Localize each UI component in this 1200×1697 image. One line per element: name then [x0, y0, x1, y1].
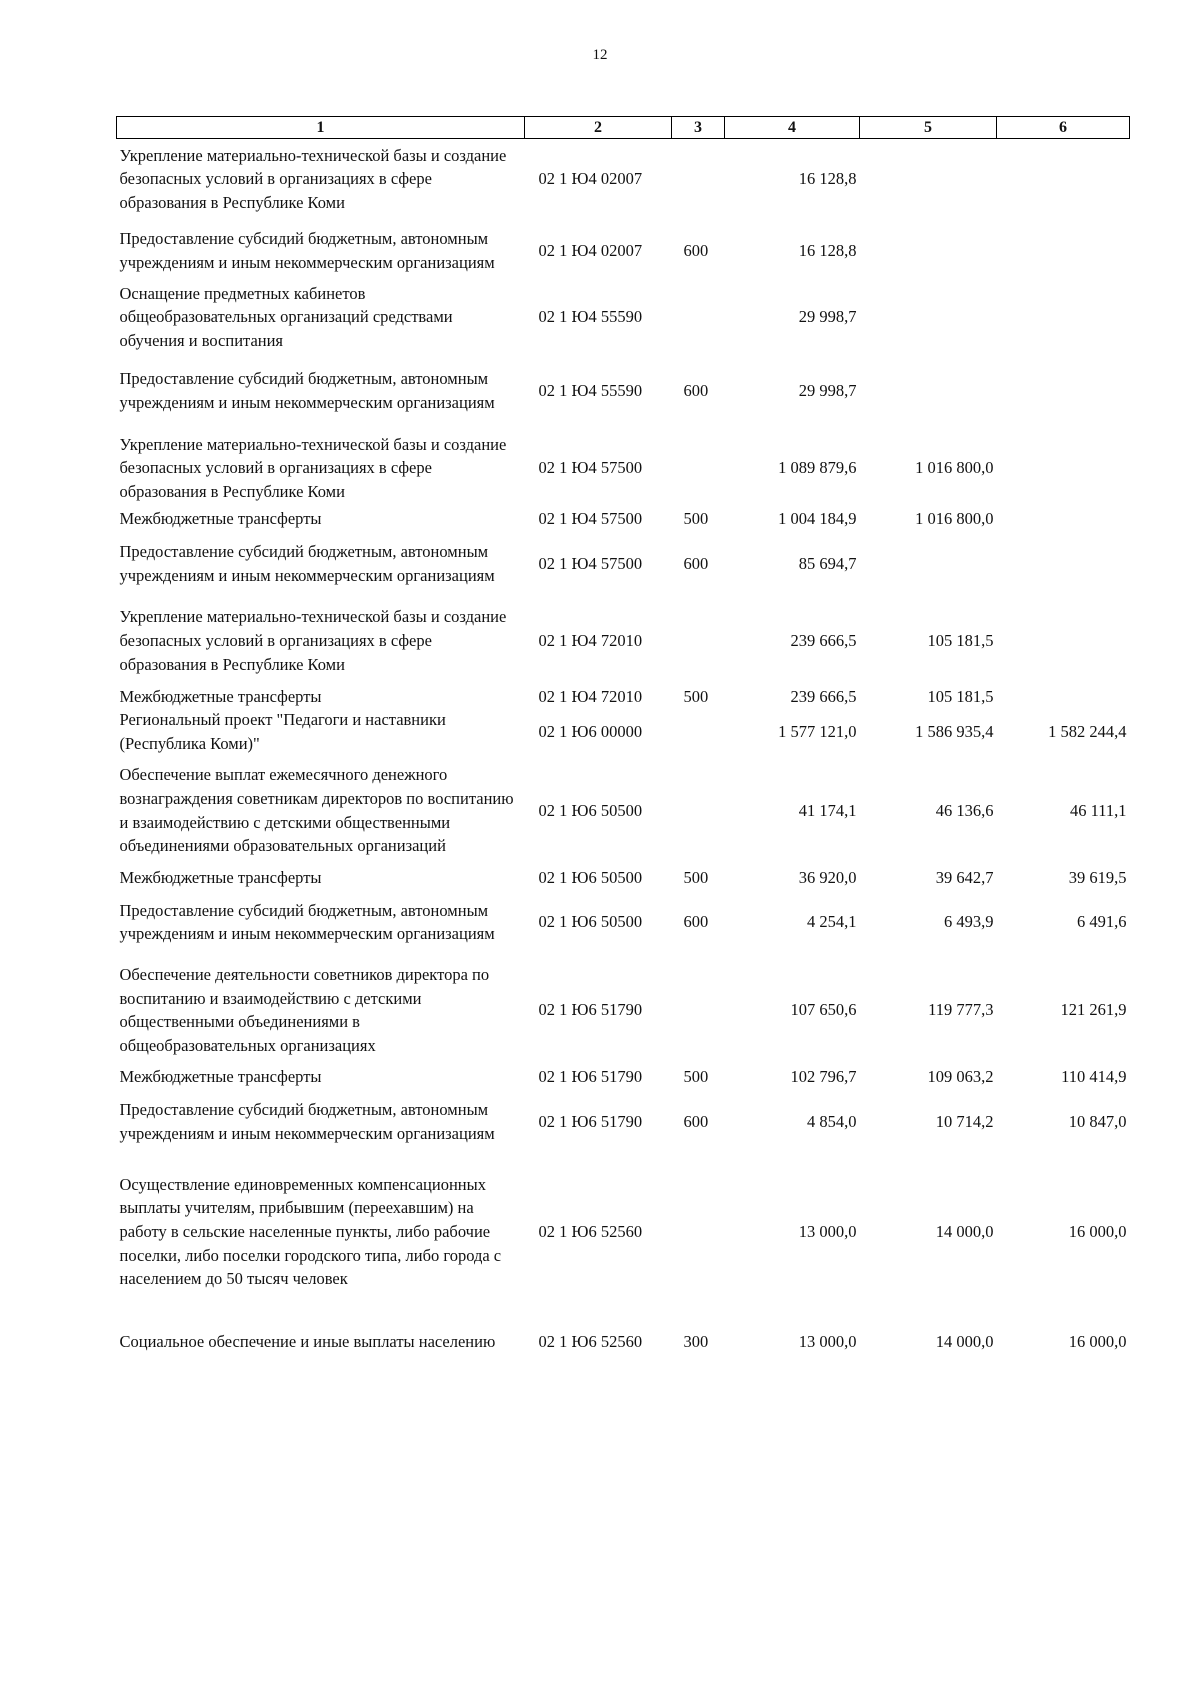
- row-name: Предоставление субсидий бюджетным, автономным учреждениям и иным некоммерческим организациям: [119, 542, 495, 585]
- row-value-2: [860, 531, 997, 597]
- row-code: 02 1 Ю4 57500: [538, 509, 643, 529]
- row-value-1: 16 128,8: [798, 169, 857, 189]
- row-name: Социальное обеспечение и иные выплаты населению: [119, 1332, 496, 1352]
- row-code: 02 1 Ю4 55590: [538, 380, 643, 400]
- row-value-1: 4 854,0: [807, 1112, 857, 1132]
- row-name: Обеспечение выплат ежемесячного денежного вознаграждения советникам директоров по воспитанию и взаимодействию с детскими общественными объединениями образовательных организаций: [119, 765, 514, 856]
- row-expense-type: 300: [683, 1332, 709, 1352]
- table-row: [117, 220, 1130, 282]
- table-row: [117, 889, 1130, 955]
- row-value-3: [997, 597, 1130, 685]
- row-code: 02 1 Ю4 55590: [538, 307, 643, 327]
- row-value-1: 1 577 121,0: [778, 722, 857, 742]
- row-code: 02 1 Ю6 51790: [538, 1000, 643, 1020]
- row-code: 02 1 Ю4 72010: [538, 631, 643, 651]
- row-name: Оснащение предметных кабинетов общеобразовательных организаций средствами обучения и воспитания: [119, 283, 453, 350]
- row-expense-type: [672, 429, 725, 507]
- row-code: 02 1 Ю6 00000: [538, 722, 643, 742]
- row-value-3: 39 619,5: [1068, 867, 1127, 887]
- row-name: Укрепление материально-технической базы и создание безопасных условий в организациях в сфере образования в Республике Коми: [119, 145, 507, 213]
- row-value-1: 4 254,1: [807, 912, 857, 932]
- row-name: Предоставление субсидий бюджетным, автономным учреждениям и иным некоммерческим организациям: [119, 228, 495, 272]
- row-code: 02 1 Ю4 02007: [538, 240, 643, 260]
- row-value-3: 110 414,9: [1061, 1067, 1127, 1087]
- row-value-1: 239 666,5: [790, 686, 857, 706]
- row-value-2: [860, 220, 997, 282]
- row-value-1: 239 666,5: [790, 631, 857, 651]
- row-value-2: 119 777,3: [928, 1000, 994, 1020]
- row-code: 02 1 Ю6 52560: [538, 1222, 643, 1242]
- table-row: [117, 866, 1130, 890]
- row-value-3: [997, 429, 1130, 507]
- header-col-6: 6: [997, 117, 1130, 139]
- row-name: Межбюджетные трансферты: [119, 686, 322, 706]
- row-code: 02 1 Ю4 57500: [538, 554, 643, 574]
- table-row: [117, 1089, 1130, 1155]
- table-row: [117, 955, 1130, 1065]
- row-value-1: 1 089 879,6: [778, 458, 857, 478]
- row-expense-type: 600: [683, 554, 709, 574]
- row-name: Межбюджетные трансферты: [119, 1067, 322, 1087]
- row-value-2: [860, 352, 997, 429]
- row-name: Укрепление материально-технической базы и создание безопасных условий в организациях в сфере образования в Республике Коми: [119, 607, 507, 674]
- row-code: 02 1 Ю6 50500: [538, 800, 643, 820]
- row-code: 02 1 Ю6 51790: [538, 1112, 643, 1132]
- row-expense-type: 600: [683, 380, 709, 400]
- row-value-3: [997, 220, 1130, 282]
- table-row: [117, 1309, 1130, 1375]
- row-expense-type: [672, 1155, 725, 1309]
- row-expense-type: [672, 955, 725, 1065]
- row-expense-type: 500: [683, 867, 709, 887]
- row-value-1: 13 000,0: [798, 1332, 857, 1352]
- row-expense-type: 500: [683, 509, 709, 529]
- row-name: Межбюджетные трансферты: [119, 509, 322, 529]
- row-value-2: 105 181,5: [927, 686, 994, 706]
- table-row: [117, 1065, 1130, 1089]
- row-value-1: 16 128,8: [798, 240, 857, 260]
- row-value-2: 6 493,9: [944, 912, 994, 932]
- row-name: Региональный проект "Педагоги и наставники (Республика Коми)": [119, 710, 446, 754]
- table-row: [117, 756, 1130, 866]
- row-value-1: 41 174,1: [798, 800, 857, 820]
- row-value-3: [997, 282, 1130, 353]
- row-value-1: 29 998,7: [798, 380, 857, 400]
- row-value-3: 1 582 244,4: [1048, 722, 1127, 742]
- header-col-4: 4: [725, 117, 860, 139]
- table-row: [117, 282, 1130, 353]
- row-value-3: 16 000,0: [1068, 1332, 1127, 1352]
- row-code: 02 1 Ю4 72010: [538, 686, 643, 706]
- row-value-1: 36 920,0: [798, 867, 857, 887]
- row-expense-type: [672, 708, 725, 755]
- row-name: Укрепление материально-технической базы и создание безопасных условий в организациях в сфере образования в Республике Коми: [119, 434, 507, 502]
- row-name: Осуществление единовременных компенсационных выплаты учителям, прибывшим (переехавшим) на работу в сельские населенные пункты, либо рабочие поселки, либо поселки городского типа, либо города с населением до 50 тысяч человек: [119, 1174, 502, 1289]
- page-number: 12: [592, 47, 608, 63]
- row-code: 02 1 Ю6 50500: [538, 912, 643, 932]
- row-value-3: 121 261,9: [1060, 1000, 1127, 1020]
- row-value-3: 10 847,0: [1068, 1112, 1127, 1132]
- header-col-2: 2: [525, 117, 672, 139]
- table-row: [117, 139, 1130, 220]
- row-value-2: 1 016 800,0: [915, 458, 994, 478]
- table-header: [117, 117, 1130, 139]
- row-value-1: 29 998,7: [798, 307, 857, 327]
- header-col-1: 1: [117, 117, 525, 139]
- row-code: 02 1 Ю6 52560: [538, 1332, 643, 1352]
- row-value-2: 1 016 800,0: [915, 509, 994, 529]
- row-value-2: 46 136,6: [935, 800, 994, 820]
- row-code: 02 1 Ю6 51790: [538, 1067, 643, 1087]
- row-name: Обеспечение деятельности советников директора по воспитанию и взаимодействию с детскими общественными объединениями в общеобразовательных организациях: [119, 965, 490, 1055]
- row-value-1: 85 694,7: [798, 554, 857, 574]
- table-row: [117, 429, 1130, 507]
- row-name: Межбюджетные трансферты: [119, 867, 322, 887]
- row-value-3: [997, 531, 1130, 597]
- row-value-3: 46 111,1: [1069, 800, 1127, 820]
- row-value-2: 1 586 935,4: [915, 722, 994, 742]
- table-row: [117, 708, 1130, 755]
- row-name: Предоставление субсидий бюджетным, автономным учреждениям и иным некоммерческим организациям: [119, 369, 495, 412]
- table-row: [117, 531, 1130, 597]
- row-code: 02 1 Ю4 57500: [538, 458, 643, 478]
- row-value-1: 102 796,7: [790, 1067, 857, 1087]
- row-value-2: [860, 282, 997, 353]
- row-value-2: 109 063,2: [927, 1067, 994, 1087]
- row-name: Предоставление субсидий бюджетным, автономным учреждениям и иным некоммерческим организациям: [119, 1100, 495, 1143]
- row-expense-type: 600: [683, 240, 709, 260]
- row-value-3: [997, 685, 1130, 709]
- row-value-1: 13 000,0: [798, 1222, 857, 1242]
- row-code: 02 1 Ю6 50500: [538, 867, 643, 887]
- header-col-5: 5: [860, 117, 997, 139]
- table-row: [117, 685, 1130, 709]
- row-value-2: [860, 139, 997, 220]
- row-value-3: [997, 352, 1130, 429]
- row-value-1: 1 004 184,9: [778, 509, 857, 529]
- row-value-2: 14 000,0: [935, 1332, 994, 1352]
- row-expense-type: [672, 597, 725, 685]
- table-row: [117, 507, 1130, 531]
- row-code: 02 1 Ю4 02007: [538, 169, 643, 189]
- row-value-1: 107 650,6: [790, 1000, 857, 1020]
- row-value-2: 39 642,7: [935, 867, 994, 887]
- row-value-2: 10 714,2: [935, 1112, 994, 1132]
- row-value-3: [997, 139, 1130, 220]
- row-value-3: [997, 507, 1130, 531]
- row-name: Предоставление субсидий бюджетным, автономным учреждениям и иным некоммерческим организациям: [119, 900, 495, 944]
- row-value-3: 16 000,0: [1068, 1222, 1127, 1242]
- table-row: [117, 1155, 1130, 1309]
- table-row: [117, 597, 1130, 685]
- row-expense-type: [672, 282, 725, 353]
- header-row: [117, 117, 1130, 139]
- header-col-3: 3: [672, 117, 725, 139]
- budget-table: [116, 116, 1130, 1375]
- row-value-2: 105 181,5: [927, 631, 994, 651]
- table-row: [117, 352, 1130, 429]
- table-body: [117, 139, 1130, 1375]
- row-expense-type: 500: [683, 686, 709, 706]
- row-expense-type: 500: [683, 1067, 709, 1087]
- row-expense-type: [672, 139, 725, 220]
- row-value-2: 14 000,0: [935, 1222, 994, 1242]
- row-expense-type: 600: [683, 912, 709, 932]
- row-expense-type: [672, 756, 725, 866]
- row-value-3: 6 491,6: [1077, 912, 1127, 932]
- row-expense-type: 600: [683, 1112, 709, 1132]
